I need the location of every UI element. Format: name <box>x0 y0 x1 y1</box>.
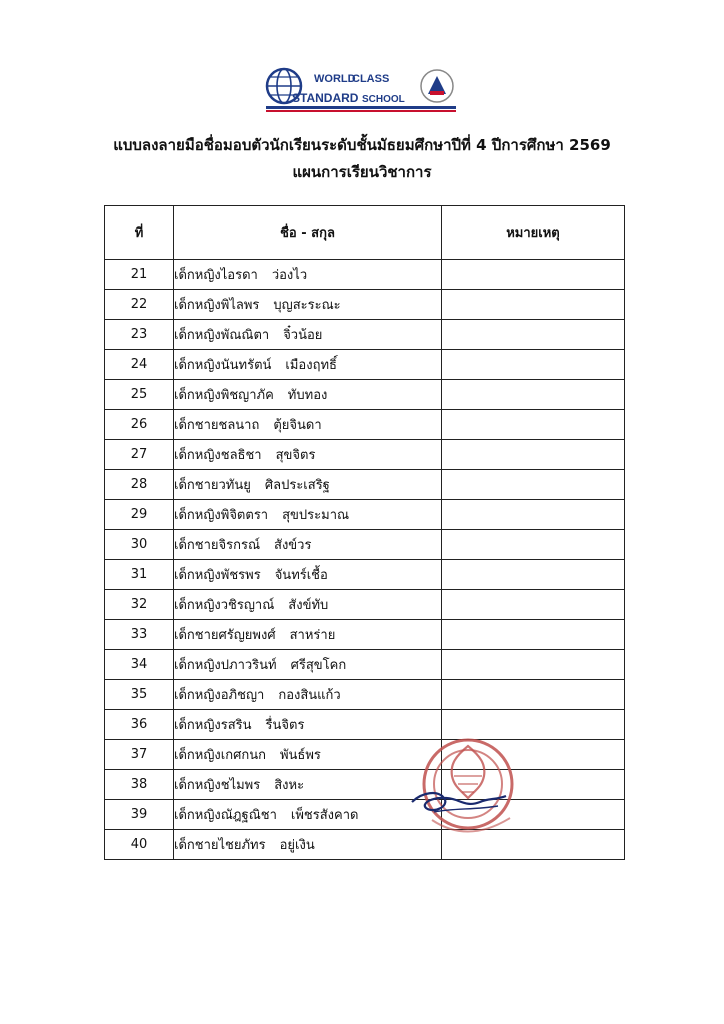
student-first-name: เด็กหญิงพัชรพร <box>174 568 261 583</box>
student-name <box>174 410 442 440</box>
row-number: 35 <box>105 680 174 710</box>
student-first-name: เด็กชายวทันยู <box>174 478 251 493</box>
row-number: 22 <box>105 290 174 320</box>
row-note <box>442 530 625 560</box>
student-name <box>174 290 442 320</box>
student-last-name: จิ๋วน้อย <box>283 328 323 343</box>
table-row <box>105 350 625 380</box>
header-note: หมายเหตุ <box>442 206 625 260</box>
row-note <box>442 620 625 650</box>
student-last-name: เพ็ชรสังคาด <box>290 808 359 823</box>
student-first-name: เด็กหญิงไอรดา <box>174 268 258 283</box>
student-name <box>174 560 442 590</box>
table-row <box>105 260 625 290</box>
table-row <box>105 620 625 650</box>
school-seal-stamp <box>404 728 520 846</box>
header-name: ชื่อ - สกุล <box>174 206 442 260</box>
student-last-name: ศิลประเสริฐ <box>264 478 330 493</box>
student-name <box>174 680 442 710</box>
row-note <box>442 380 625 410</box>
table-row <box>105 290 625 320</box>
student-first-name: เด็กหญิงเกศกนก <box>174 748 266 763</box>
row-note <box>442 350 625 380</box>
student-name <box>174 530 442 560</box>
header-number: ที่ <box>105 206 174 260</box>
row-number: 23 <box>105 320 174 350</box>
document-subtitle: แผนการเรียนวิชาการ <box>292 163 432 181</box>
table-row <box>105 770 625 800</box>
row-number: 26 <box>105 410 174 440</box>
table-row <box>105 440 625 470</box>
row-note <box>442 590 625 620</box>
table-row <box>105 320 625 350</box>
student-first-name: เด็กหญิงวชิรญาณ์ <box>174 598 275 613</box>
row-number: 36 <box>105 710 174 740</box>
student-first-name: เด็กหญิงชไมพร <box>174 778 261 793</box>
student-name <box>174 800 442 830</box>
logo-text-standard: STANDARD <box>292 91 359 105</box>
student-last-name: ว่องไว <box>271 268 308 283</box>
student-last-name: สุขจิตร <box>275 448 316 463</box>
row-number: 28 <box>105 470 174 500</box>
row-number: 32 <box>105 590 174 620</box>
row-number: 39 <box>105 800 174 830</box>
row-number: 21 <box>105 260 174 290</box>
student-first-name: เด็กชายชลนาถ <box>174 418 260 433</box>
student-last-name: พันธ์พร <box>279 748 321 763</box>
document-title: แบบลงลายมือชื่อมอบตัวนักเรียนระดับชั้นมัธยมศึกษาปีที่ 4 ปีการศึกษา 2569 <box>113 136 611 154</box>
row-note <box>442 410 625 440</box>
student-last-name: รื่นจิตร <box>265 718 305 733</box>
row-note <box>442 440 625 470</box>
student-first-name: เด็กหญิงพิชญาภัค <box>174 388 274 403</box>
student-name <box>174 380 442 410</box>
student-first-name: เด็กหญิงอภิชญา <box>174 688 265 703</box>
logo-text-world: WORLD <box>314 73 356 85</box>
row-number: 29 <box>105 500 174 530</box>
row-number: 38 <box>105 770 174 800</box>
table-row <box>105 650 625 680</box>
student-first-name: เด็กหญิงนันทรัตน์ <box>174 358 272 373</box>
student-name <box>174 710 442 740</box>
student-last-name: ตุ้ยจินดา <box>273 418 322 433</box>
student-first-name: เด็กชายไชยภัทร <box>174 838 266 853</box>
student-last-name: บุญสะระณะ <box>273 298 341 313</box>
row-number: 33 <box>105 620 174 650</box>
student-first-name: เด็กหญิงปภาวรินท์ <box>174 658 277 673</box>
table-row <box>105 380 625 410</box>
table-row <box>105 830 625 860</box>
student-last-name: สังข์วร <box>274 538 312 553</box>
student-first-name: เด็กหญิงพิไลพร <box>174 298 260 313</box>
table-row <box>105 470 625 500</box>
student-name <box>174 650 442 680</box>
table-row <box>105 590 625 620</box>
row-note <box>442 560 625 590</box>
student-roster-table <box>104 205 625 860</box>
row-number: 27 <box>105 440 174 470</box>
row-number: 31 <box>105 560 174 590</box>
row-note <box>442 260 625 290</box>
row-note <box>442 500 625 530</box>
student-first-name: เด็กหญิงชลธิชา <box>174 448 262 463</box>
student-name <box>174 260 442 290</box>
student-first-name: เด็กชายจิรกรณ์ <box>174 538 261 553</box>
table-row <box>105 800 625 830</box>
row-note <box>442 650 625 680</box>
student-first-name: เด็กชายศรัญยพงศ์ <box>174 628 276 643</box>
student-name <box>174 320 442 350</box>
logo-text-class: CLASS <box>352 73 390 85</box>
row-number: 24 <box>105 350 174 380</box>
student-last-name: ศรีสุขโคก <box>290 658 347 673</box>
table-header-row <box>105 206 625 260</box>
student-name <box>174 770 442 800</box>
row-note <box>442 290 625 320</box>
student-last-name: สิงหะ <box>274 778 305 793</box>
student-name <box>174 590 442 620</box>
table-row <box>105 740 625 770</box>
student-first-name: เด็กหญิงพัณณิตา <box>174 328 270 343</box>
student-name <box>174 440 442 470</box>
row-number: 40 <box>105 830 174 860</box>
row-note <box>442 320 625 350</box>
logo-text-school: SCHOOL <box>362 94 405 105</box>
student-last-name: จันทร์เชื้อ <box>274 568 328 583</box>
row-note <box>442 680 625 710</box>
table-row <box>105 710 625 740</box>
school-logo <box>262 64 462 120</box>
student-last-name: เมืองฤทธิ์ <box>285 358 337 373</box>
student-last-name: สังข์ทับ <box>288 598 329 613</box>
student-last-name: สาหร่าย <box>289 628 336 643</box>
student-name <box>174 500 442 530</box>
student-first-name: เด็กหญิงพิจิตตรา <box>174 508 269 523</box>
student-first-name: เด็กหญิงรสริน <box>174 718 252 733</box>
student-name <box>174 620 442 650</box>
row-number: 30 <box>105 530 174 560</box>
table-row <box>105 530 625 560</box>
table-row <box>105 500 625 530</box>
student-name <box>174 830 442 860</box>
table-row <box>105 410 625 440</box>
student-name <box>174 740 442 770</box>
student-last-name: กองสินแก้ว <box>278 688 341 703</box>
student-last-name: อยู่เงิน <box>279 838 315 853</box>
row-number: 25 <box>105 380 174 410</box>
student-name <box>174 350 442 380</box>
student-name <box>174 470 442 500</box>
table-row <box>105 680 625 710</box>
row-number: 37 <box>105 740 174 770</box>
table-row <box>105 560 625 590</box>
row-number: 34 <box>105 650 174 680</box>
student-last-name: ทับทอง <box>287 388 328 403</box>
row-note <box>442 470 625 500</box>
student-last-name: สุขประมาณ <box>282 508 350 523</box>
student-first-name: เด็กหญิงณัฎฐณิชา <box>174 808 277 823</box>
